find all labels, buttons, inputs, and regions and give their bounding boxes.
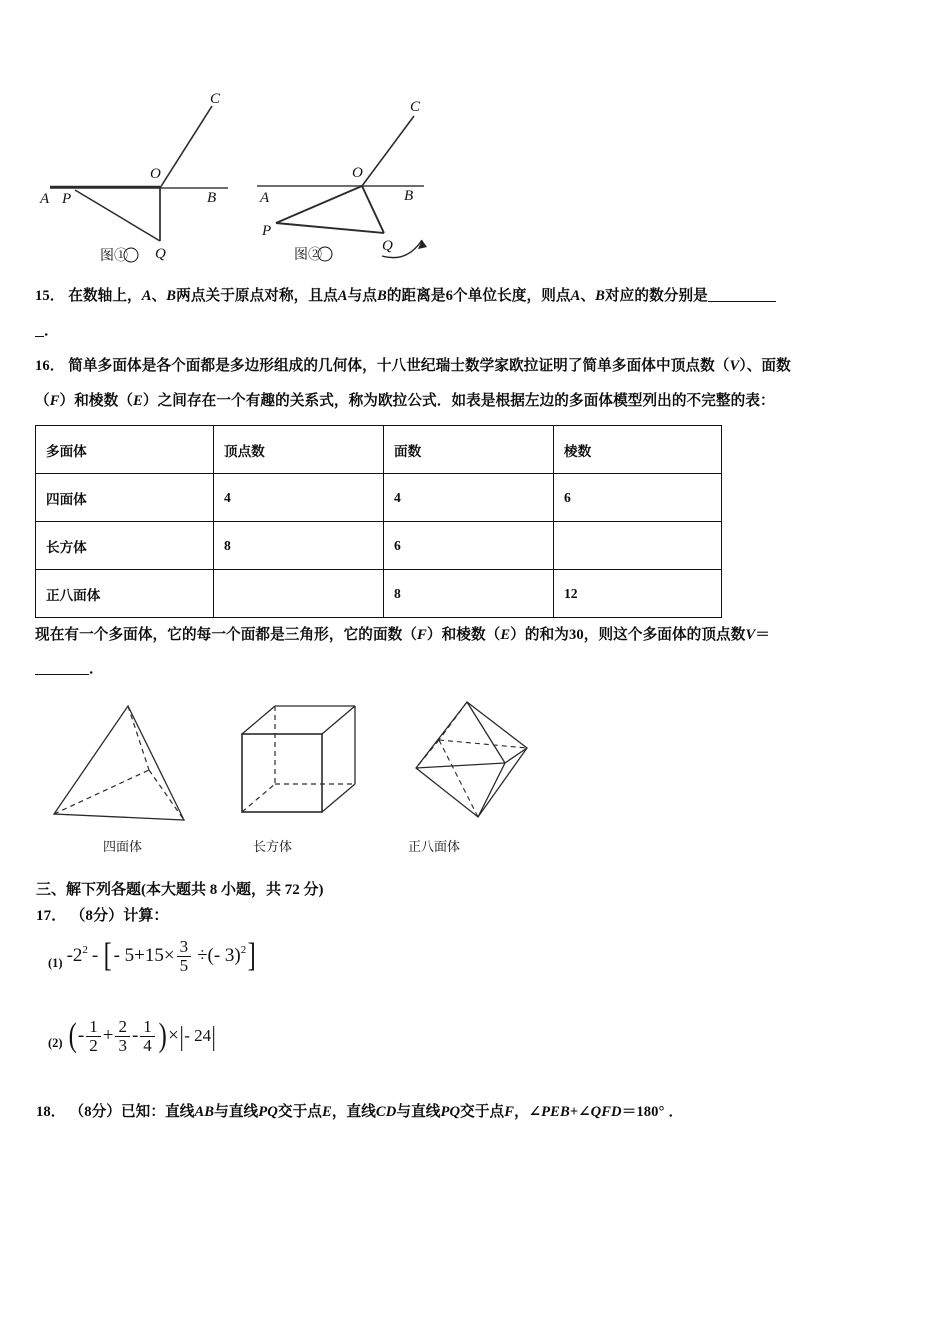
q18-var-PQ2: PQ	[440, 1104, 461, 1120]
q16-var-E2: E	[500, 627, 511, 643]
q17-prompt-text: 计算：	[123, 908, 169, 924]
q17-item2-expression	[67, 1018, 217, 1054]
q18-text-f: 交于点	[460, 1104, 505, 1120]
m1-minus: -	[66, 945, 73, 967]
q15-var-B: B	[166, 288, 177, 304]
m1-exp-b: 2	[240, 944, 247, 957]
table-cell-r0-c0: 四面体	[36, 474, 214, 522]
q16-open-paren: （	[35, 393, 50, 409]
q18-var-AB: AB	[194, 1104, 215, 1120]
m1-rbracket: ]	[247, 936, 256, 974]
q16-thirty: 30	[569, 627, 584, 643]
m2-f2-den: 3	[115, 1036, 130, 1055]
q15-sep2: 、	[580, 288, 596, 304]
q15-period: ．	[44, 323, 59, 339]
label-A-fig2: A	[260, 190, 270, 206]
table-cell-r2-c3: 12	[554, 570, 722, 618]
octahedron-shape	[416, 702, 527, 817]
table-cell-r1-c3	[554, 522, 722, 570]
q17-score: （8分）	[70, 908, 124, 924]
q17-item2-label: (2)	[48, 1036, 63, 1051]
q16-text-a: 简单多面体是各个面都是多边形组成的几何体，十八世纪瑞士数学家欧拉证明了简单多面体中顶点数（	[68, 358, 730, 374]
q15-text-a: 在数轴上，	[68, 288, 142, 304]
q18-eq: ＝180°	[621, 1104, 665, 1120]
q15-text-d: 的距离是	[386, 288, 446, 304]
q18-var-CD: CD	[375, 1104, 397, 1120]
q15-answer-blank-cont[interactable]	[35, 336, 44, 337]
m1-fraction-3-5	[177, 938, 192, 974]
q18-number: 18．	[36, 1104, 66, 1120]
q18-text-c: 交于点	[277, 1104, 322, 1120]
q15-answer-blank[interactable]	[708, 301, 776, 302]
section-3-heading: 三、解下列各题(本大题共 8 小题，共 72 分)	[36, 882, 324, 898]
m1-fifteen: 15	[144, 945, 164, 967]
label-Q-fig2: Q	[382, 238, 393, 254]
q16-after-d: ，则这个多面体的顶点数	[583, 627, 746, 643]
q15-var-A3: A	[570, 288, 581, 304]
q17-number: 17．	[36, 908, 67, 924]
question-16-line-1	[35, 357, 791, 377]
euler-polyhedron-table	[35, 425, 722, 618]
label-P-fig2: P	[262, 223, 272, 239]
question-15-line-1	[35, 287, 776, 307]
q16-var-V2: V	[745, 627, 756, 643]
figure-angle-rotation	[32, 78, 452, 268]
m2-abs-value: - 24	[184, 1026, 212, 1046]
q16-after-e: ＝	[755, 627, 770, 643]
m1-neg3: - 3	[213, 945, 235, 967]
q18-text-a: 已知：直线	[120, 1104, 195, 1120]
q16-answer-blank[interactable]	[35, 674, 89, 675]
table-cell-r1-c1: 8	[214, 522, 384, 570]
q15-text-b: 两点关于原点对称，且点	[176, 288, 338, 304]
m2-times: ×	[168, 1025, 179, 1047]
q18-text-d: ，直线	[331, 1104, 376, 1120]
table-cell-r0-c3: 6	[554, 474, 722, 522]
table-header-cell-1: 顶点数	[214, 426, 384, 474]
q16-var-E: E	[133, 393, 143, 409]
m2-fraction-1-4	[140, 1018, 155, 1054]
q15-six: 6	[445, 288, 454, 304]
caption-fig2: 图②	[294, 246, 322, 262]
m2-f1-num: 1	[89, 1017, 98, 1036]
q16-after-c: ）的和为	[510, 627, 569, 643]
q15-number: 15．	[35, 288, 65, 304]
m1-frac-den: 5	[177, 956, 192, 975]
figure-solids	[32, 692, 532, 857]
label-O-fig2: O	[352, 165, 363, 181]
q16-number: 16．	[35, 358, 65, 374]
question-17-prompt	[36, 906, 169, 926]
label-C-fig2: C	[410, 99, 421, 115]
table-cell-r2-c2: 8	[384, 570, 554, 618]
q15-var-A: A	[141, 288, 152, 304]
m2-abs-open: |	[179, 1020, 184, 1051]
label-O-fig1: O	[150, 166, 161, 182]
q17-item1-label: (1)	[48, 956, 63, 971]
q18-var-PQ: PQ	[258, 1104, 278, 1120]
m2-f1-den: 2	[86, 1036, 101, 1055]
m1-div: ÷	[197, 945, 208, 967]
table-header-row	[36, 426, 722, 474]
q16-var-F2: F	[417, 627, 427, 643]
q15-sep1: 、	[151, 288, 167, 304]
table-header-cell-2: 面数	[384, 426, 554, 474]
m1-two: 2	[72, 945, 83, 967]
figure-solids-svg	[32, 692, 532, 857]
q18-var-F: F	[504, 1104, 515, 1120]
m2-minus2: -	[131, 1025, 139, 1047]
table-cell-r1-c0: 长方体	[36, 522, 214, 570]
figure-angle-rotation-svg	[32, 78, 452, 268]
q18-period: ．	[668, 1104, 684, 1120]
question-15-line-2	[35, 322, 59, 342]
q15-var-B2: B	[377, 288, 387, 304]
tetrahedron-shape	[54, 706, 184, 820]
q18-text-b: 与直线	[214, 1104, 259, 1120]
table-row	[36, 522, 722, 570]
label-P-fig1: P	[62, 191, 72, 207]
m1-rparen: )	[234, 945, 241, 967]
q16-after-f: ．	[89, 661, 104, 677]
m1-dash: -	[91, 945, 99, 967]
label-C-fig1: C	[210, 91, 221, 107]
cuboid-shape	[242, 706, 355, 812]
m2-rparen: )	[158, 1016, 167, 1054]
m2-fraction-1-2	[86, 1018, 101, 1054]
q15-text-e: 个单位长度，则点	[453, 288, 571, 304]
caption-fig1: 图①	[100, 247, 128, 263]
q16-after-a: 现在有一个多面体，它的每一个面都是三角形，它的面数（	[35, 627, 418, 643]
q15-var-B3: B	[595, 288, 605, 304]
q18-plus: +∠	[569, 1104, 591, 1120]
q16-text-b: ）、面数	[739, 358, 791, 374]
m1-neg5: - 5	[113, 945, 135, 967]
m1-lparen: (	[207, 945, 214, 967]
q16-text-d: ）之间存在一个有趣的关系式，称为欧拉公式．如表是根据左边的多面体模型列出的不完整的表：	[142, 393, 775, 409]
m1-frac-num: 3	[179, 937, 189, 956]
label-Q-fig1: Q	[155, 246, 166, 262]
m2-abs-close: |	[211, 1020, 217, 1051]
q17-item1-expression	[67, 938, 258, 974]
label-B-fig2: B	[404, 188, 414, 204]
question-16-line-2	[35, 392, 775, 412]
caption-cuboid: 长方体	[253, 839, 293, 854]
table-cell-r2-c0: 正八面体	[36, 570, 214, 618]
m2-lparen: (	[68, 1016, 77, 1054]
caption-octahedron: 正八面体	[408, 839, 461, 854]
table-row	[36, 474, 722, 522]
q16-text-c: ）和棱数（	[59, 393, 134, 409]
table-cell-r0-c1: 4	[214, 474, 384, 522]
q16-var-V: V	[729, 358, 740, 374]
q15-text-c: 与点	[347, 288, 377, 304]
m2-fraction-2-3	[115, 1018, 130, 1054]
table-row	[36, 570, 722, 618]
question-18-line	[36, 1103, 683, 1123]
q18-text-g: ，∠	[514, 1104, 542, 1120]
caption-tetrahedron: 四面体	[103, 839, 143, 854]
question-17-item-2	[48, 1018, 217, 1054]
q16-after-b: ）和棱数（	[426, 627, 501, 643]
table-header-cell-3: 棱数	[554, 426, 722, 474]
q16-var-F: F	[49, 393, 60, 409]
q18-var-QFD: QFD	[590, 1104, 622, 1120]
m2-f3-num: 1	[143, 1017, 152, 1036]
label-A-fig1: A	[40, 191, 50, 207]
table-cell-r0-c2: 4	[384, 474, 554, 522]
m2-minus: -	[77, 1025, 85, 1047]
m1-plus: +	[134, 945, 145, 967]
q15-var-A2: A	[337, 288, 348, 304]
question-16-followup-line-1	[35, 626, 770, 646]
q18-text-e: 与直线	[396, 1104, 441, 1120]
table-cell-r1-c2: 6	[384, 522, 554, 570]
m1-lbracket: [	[103, 936, 112, 974]
question-16-followup-line-2	[35, 660, 104, 680]
m2-plus: +	[102, 1025, 114, 1047]
q18-var-E: E	[321, 1104, 332, 1120]
m1-times: ×	[163, 945, 175, 967]
table-cell-r2-c1	[214, 570, 384, 618]
q18-var-PEB: PEB	[541, 1104, 570, 1120]
m2-f2-num: 2	[118, 1017, 127, 1036]
table-header-cell-0: 多面体	[36, 426, 214, 474]
m1-exp: 2	[82, 944, 88, 957]
q15-text-f: 对应的数分别是	[604, 288, 708, 304]
label-B-fig1: B	[207, 190, 217, 206]
question-17-item-1	[48, 938, 258, 974]
q18-score: （8分）	[69, 1104, 121, 1120]
m2-f3-den: 4	[140, 1036, 155, 1055]
